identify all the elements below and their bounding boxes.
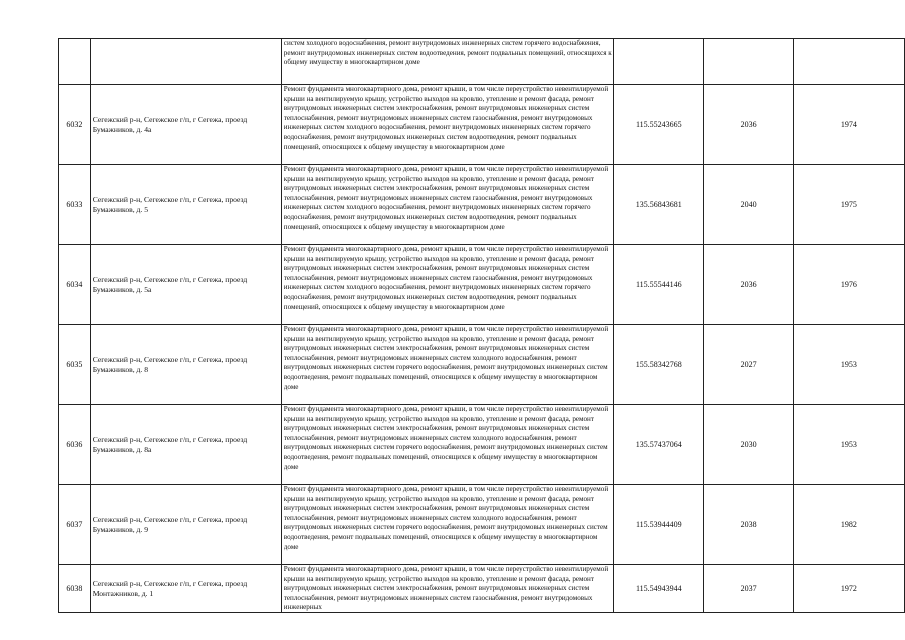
cost-cell	[614, 405, 704, 485]
planned-year-cell-text: 2030	[740, 440, 757, 449]
work-list-cell	[281, 165, 613, 245]
cost-cell	[614, 165, 704, 245]
planned-year-cell	[704, 245, 794, 325]
work-list-cell	[281, 485, 613, 565]
address-cell	[90, 165, 281, 245]
row-number-text: 6032	[66, 120, 83, 129]
row-number	[59, 485, 91, 565]
table-row	[59, 325, 905, 405]
table-row	[59, 405, 905, 485]
built-year-cell-text: 1982	[840, 520, 857, 529]
planned-year-cell	[704, 405, 794, 485]
row-number	[59, 245, 91, 325]
address-cell	[90, 485, 281, 565]
row-number-text: 6036	[66, 440, 83, 449]
work-list-cell	[281, 325, 613, 405]
built-year-cell	[793, 85, 904, 165]
repair-program-table	[58, 38, 905, 613]
cost-cell-text: 155.58342768	[635, 360, 682, 369]
work-list-cell-text: Ремонт фундамента многоквартирного дома, ремонт крыши, в том числе переустройство невентилируемой крыши на вентилируемую крышу, устройство выходов на кровлю, утепление и ремонт фасада, ремонт внутридомовых инженерных систем электроснабжения, ремонт внутридомовых инженерных систем теплоснабжения, ремонт внутридомовых инженерных систем газоснабжения, ремонт внутридомовых инженерных	[283, 565, 609, 612]
work-list-cell	[281, 245, 613, 325]
row-number	[59, 85, 91, 165]
work-list-cell-text: систем холодного водоснабжения, ремонт внутридомовых инженерных систем горячего водоснабжения, ремонт внутридомовых инженерных систем водоотведения, ремонт подвальных помещений, относящихся к общему имуществу в многоквартирном доме	[283, 39, 612, 67]
built-year-cell-text: 1953	[840, 360, 857, 369]
work-list-cell	[281, 405, 613, 485]
address-cell-text: Сегежский р-н, Сегежское г/п, г Сегежа, проезд Бумажников, д. 5а	[92, 274, 248, 294]
cost-cell-text: 115.55243665	[635, 120, 682, 129]
planned-year-cell	[704, 165, 794, 245]
planned-year-cell	[704, 325, 794, 405]
table-row	[59, 245, 905, 325]
row-number	[59, 165, 91, 245]
built-year-cell-text: 1976	[840, 280, 857, 289]
planned-year-cell-text: 2040	[740, 200, 757, 209]
table-row	[59, 85, 905, 165]
planned-year-cell-text: 2027	[740, 360, 757, 369]
cost-cell	[614, 85, 704, 165]
work-list-cell	[281, 85, 613, 165]
built-year-cell	[793, 565, 904, 613]
work-list-cell-text: Ремонт фундамента многоквартирного дома, ремонт крыши, в том числе переустройство невентилируемой крыши на вентилируемую крышу, устройство выходов на кровлю, утепление и ремонт фасада, ремонт внутридомовых инженерных систем электроснабжения, ремонт внутридомовых инженерных систем теплоснабжения, ремонт внутридомовых инженерных систем газоснабжения, ремонт внутридомовых инженерных систем холодного водоснабжения, ремонт внутридомовых инженерных систем горячего водоснабжения, ремонт внутридомовых инженерных систем водоотведения, ремонт подвальных помещений, относящихся к общему имуществу в многоквартирном доме	[283, 245, 609, 311]
row-number-text: 6034	[66, 280, 83, 289]
planned-year-cell-text: 2036	[740, 280, 757, 289]
built-year-cell	[793, 39, 904, 85]
table-row	[59, 565, 905, 613]
row-number-text: 6033	[66, 200, 83, 209]
cost-cell	[614, 565, 704, 613]
address-cell-text: Сегежский р-н, Сегежское г/п, г Сегежа, проезд Бумажников, д. 9	[92, 514, 248, 534]
planned-year-cell-text: 2036	[740, 120, 757, 129]
address-cell-text: Сегежский р-н, Сегежское г/п, г Сегежа, проезд Бумажников, д. 8	[92, 354, 248, 374]
address-cell	[90, 39, 281, 85]
planned-year-cell-text: 2037	[740, 584, 757, 593]
table-row	[59, 485, 905, 565]
table-row	[59, 39, 905, 85]
work-list-cell-text: Ремонт фундамента многоквартирного дома, ремонт крыши, в том числе переустройство невентилируемой крыши на вентилируемую крышу, устройство выходов на кровлю, утепление и ремонт фасада, ремонт внутридомовых инженерных систем электроснабжения, ремонт внутридомовых инженерных систем теплоснабжения, ремонт внутридомовых инженерных систем холодного водоснабжения, ремонт внутридомовых инженерных систем горячего водоснабжения, ремонт внутридомовых инженерных систем водоотведения, ремонт подвальных помещений, относящихся к общему имуществу в многоквартирном доме	[283, 405, 609, 471]
table-body	[59, 39, 905, 613]
row-number-text: 6038	[66, 584, 83, 593]
table-row	[59, 165, 905, 245]
address-cell	[90, 85, 281, 165]
cost-cell-text: 115.54943944	[635, 584, 682, 593]
address-cell-text: Сегежский р-н, Сегежское г/п, г Сегежа, проезд Бумажников, д. 4а	[92, 114, 248, 134]
built-year-cell	[793, 405, 904, 485]
built-year-cell-text: 1975	[840, 200, 857, 209]
address-cell-text: Сегежский р-н, Сегежское г/п, г Сегежа, проезд Бумажников, д. 8а	[92, 434, 248, 454]
built-year-cell	[793, 325, 904, 405]
address-cell	[90, 245, 281, 325]
planned-year-cell	[704, 85, 794, 165]
cost-cell	[614, 245, 704, 325]
built-year-cell	[793, 245, 904, 325]
row-number	[59, 39, 91, 85]
work-list-cell-text: Ремонт фундамента многоквартирного дома, ремонт крыши, в том числе переустройство невентилируемой крыши на вентилируемую крышу, устройство выходов на кровлю, утепление и ремонт фасада, ремонт внутридомовых инженерных систем электроснабжения, ремонт внутридомовых инженерных систем теплоснабжения, ремонт внутридомовых инженерных систем холодного водоснабжения, ремонт внутридомовых инженерных систем горячего водоснабжения, ремонт внутридомовых инженерных систем водоотведения, ремонт подвальных помещений, относящихся к общему имуществу в многоквартирном доме	[283, 485, 609, 551]
cost-cell	[614, 325, 704, 405]
address-cell	[90, 565, 281, 613]
row-number-text: 6035	[66, 360, 83, 369]
built-year-cell-text: 1953	[840, 440, 857, 449]
work-list-cell-text: Ремонт фундамента многоквартирного дома, ремонт крыши, в том числе переустройство невентилируемой крыши на вентилируемую крышу, устройство выходов на кровлю, утепление и ремонт фасада, ремонт внутридомовых инженерных систем электроснабжения, ремонт внутридомовых инженерных систем теплоснабжения, ремонт внутридомовых инженерных систем холодного водоснабжения, ремонт внутридомовых инженерных систем горячего водоснабжения, ремонт внутридомовых инженерных систем водоотведения, ремонт подвальных помещений, относящихся к общему имуществу в многоквартирном доме	[283, 325, 609, 391]
address-cell-text: Сегежский р-н, Сегежское г/п, г Сегежа, проезд Монтажников, д. 1	[92, 578, 248, 598]
cost-cell-text: 135.56843681	[635, 200, 682, 209]
row-number	[59, 325, 91, 405]
address-cell	[90, 325, 281, 405]
planned-year-cell	[704, 565, 794, 613]
built-year-cell-text: 1974	[840, 120, 857, 129]
built-year-cell	[793, 485, 904, 565]
row-number	[59, 565, 91, 613]
cost-cell-text: 115.55544146	[635, 280, 682, 289]
cost-cell-text: 135.57437064	[635, 440, 682, 449]
cost-cell	[614, 485, 704, 565]
row-number-text: 6037	[66, 520, 83, 529]
work-list-cell	[281, 39, 613, 85]
cost-cell-text: 115.53944409	[635, 520, 682, 529]
work-list-cell-text: Ремонт фундамента многоквартирного дома, ремонт крыши, в том числе переустройство невентилируемой крыши на вентилируемую крышу, устройство выходов на кровлю, утепление и ремонт фасада, ремонт внутридомовых инженерных систем электроснабжения, ремонт внутридомовых инженерных систем теплоснабжения, ремонт внутридомовых инженерных систем газоснабжения, ремонт внутридомовых инженерных систем холодного водоснабжения, ремонт внутридомовых инженерных систем горячего водоснабжения, ремонт внутридомовых инженерных систем водоотведения, ремонт подвальных помещений, относящихся к общему имуществу в многоквартирном доме	[283, 85, 609, 151]
row-number	[59, 405, 91, 485]
cost-cell	[614, 39, 704, 85]
built-year-cell-text: 1972	[840, 584, 857, 593]
work-list-cell	[281, 565, 613, 613]
work-list-cell-text: Ремонт фундамента многоквартирного дома, ремонт крыши, в том числе переустройство невентилируемой крыши на вентилируемую крышу, устройство выходов на кровлю, утепление и ремонт фасада, ремонт внутридомовых инженерных систем электроснабжения, ремонт внутридомовых инженерных систем теплоснабжения, ремонт внутридомовых инженерных систем газоснабжения, ремонт внутридомовых инженерных систем холодного водоснабжения, ремонт внутридомовых инженерных систем горячего водоснабжения, ремонт внутридомовых инженерных систем водоотведения, ремонт подвальных помещений, относящихся к общему имуществу в многоквартирном доме	[283, 165, 609, 231]
planned-year-cell	[704, 485, 794, 565]
address-cell	[90, 405, 281, 485]
address-cell-text: Сегежский р-н, Сегежское г/п, г Сегежа, проезд Бумажников, д. 5	[92, 194, 248, 214]
planned-year-cell-text: 2038	[740, 520, 757, 529]
planned-year-cell	[704, 39, 794, 85]
built-year-cell	[793, 165, 904, 245]
